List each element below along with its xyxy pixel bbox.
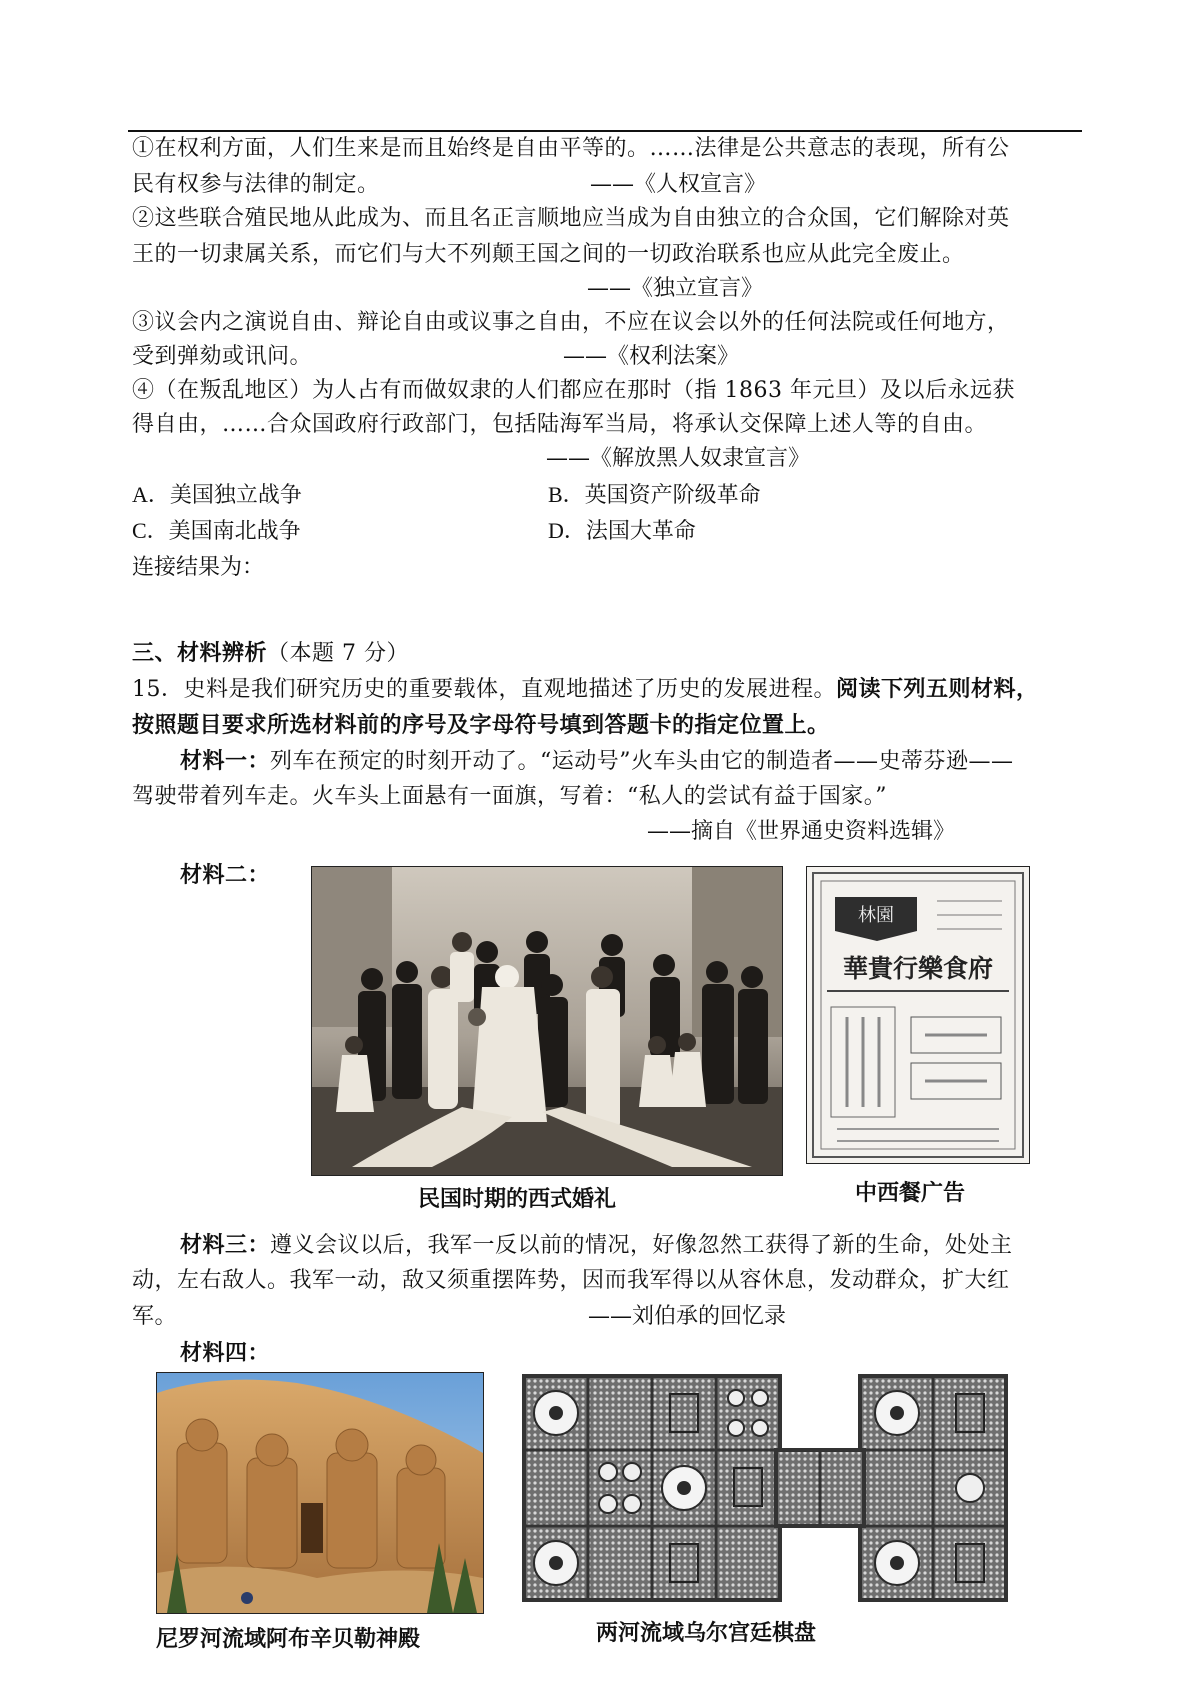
material-one-text-2: 驾驶带着列车走。火车头上面悬有一面旗，写着：“私人的尝试有益于国家。” [132, 784, 887, 809]
ad-caption: 中西餐广告 [855, 1181, 966, 1206]
material-4-line-1: ④（在叛乱地区）为人占有而做奴隶的人们都应在那时（指 1863 年元旦）及以后永远获 [132, 378, 1015, 403]
material-three-source: ——刘伯承的回忆录 [588, 1304, 787, 1329]
ur-game-board [520, 1372, 1010, 1604]
option-d: D．法国大革命 [548, 518, 696, 543]
restaurant-ad-illustration [807, 867, 1029, 1163]
material-one-line-1 [180, 744, 1014, 779]
temple-photo [156, 1372, 484, 1614]
question-15-line-1 [132, 672, 1039, 707]
wedding-caption: 民国时期的西式婚礼 [418, 1187, 617, 1212]
material-1-line-2: 民有权参与法律的制定。 [132, 172, 380, 197]
material-3-source: ——《权利法案》 [563, 344, 740, 369]
material-two-label: 材料二： [180, 862, 271, 888]
ad-logo-text: 林園 [858, 905, 894, 926]
ur-game-board-illustration [520, 1372, 1010, 1604]
option-c: C．美国南北战争 [132, 518, 301, 543]
option-a: A．美国独立战争 [132, 482, 302, 507]
ad-headline: 華貴行樂食府 [842, 954, 994, 983]
material-one-source: ——摘自《世界通史资料选辑》 [647, 819, 956, 844]
temple-caption: 尼罗河流域阿布辛贝勒神殿 [156, 1627, 421, 1652]
material-2-line-2: 王的一切隶属关系，而它们与大不列颠王国之间的一切政治联系也应从此完全废止。 [132, 242, 965, 267]
material-three-line-1 [180, 1228, 1013, 1263]
material-three-label: 材料三： [180, 1232, 271, 1258]
wedding-photo-illustration [312, 867, 782, 1175]
material-4-line-2: 得自由，……合众国政府行政部门，包括陆海军当局，将承认交保障上述人等的自由。 [132, 412, 988, 437]
material-2-line-1: ②这些联合殖民地从此成为、而且名正言顺地应当成为自由独立的合众国，它们解除对英 [132, 206, 1010, 231]
temple-photo-illustration [157, 1373, 483, 1613]
material-2-source: ——《独立宣言》 [587, 276, 764, 301]
section-3-points: （本题 7 分） [267, 641, 409, 666]
question-15-instruction-1: 阅读下列五则材料， [836, 676, 1039, 702]
wedding-photo [311, 866, 783, 1176]
material-1-source: ——《人权宣言》 [590, 172, 767, 197]
material-4-source: ——《解放黑人奴隶宣言》 [546, 446, 811, 471]
material-one-text-1: 列车在预定的时刻开动了。“运动号”火车头由它的制造者——史蒂芬逊—— [270, 749, 1014, 774]
material-four-label: 材料四： [180, 1340, 271, 1366]
board-caption: 两河流域乌尔宫廷棋盘 [596, 1621, 817, 1646]
material-three-text-1: 遵义会议以后，我军一反以前的情况，好像忽然工获得了新的生命，处处主 [270, 1233, 1013, 1258]
option-b: B．英国资产阶级革命 [548, 482, 761, 507]
material-3-line-1: ③议会内之演说自由、辩论自由或议事之自由，不应在议会以外的任何法院或任何地方， [132, 310, 1010, 335]
section-3-title: 三、材料辨析 [132, 640, 268, 666]
section-3-heading [132, 636, 409, 671]
result-label: 连接结果为： [132, 554, 265, 579]
material-three-text-2: 动，左右敌人。我军一动，敌又须重摆阵势，因而我军得以从容休息，发动群众，扩大红 [132, 1268, 1010, 1293]
restaurant-ad [806, 866, 1030, 1164]
question-15-instruction-2: 按照题目要求所选材料前的序号及字母符号填到答题卡的指定位置上。 [132, 712, 830, 738]
material-one-label: 材料一： [180, 748, 271, 774]
material-1-line-1: ①在权利方面，人们生来是而且始终是自由平等的。……法律是公共意志的表现，所有公 [132, 136, 1010, 161]
material-three-text-3: 军。 [132, 1304, 178, 1329]
question-15-intro: 15．史料是我们研究历史的重要载体，直观地描述了历史的发展进程。 [132, 677, 836, 702]
material-3-line-2: 受到弹劾或讯问。 [132, 344, 313, 369]
